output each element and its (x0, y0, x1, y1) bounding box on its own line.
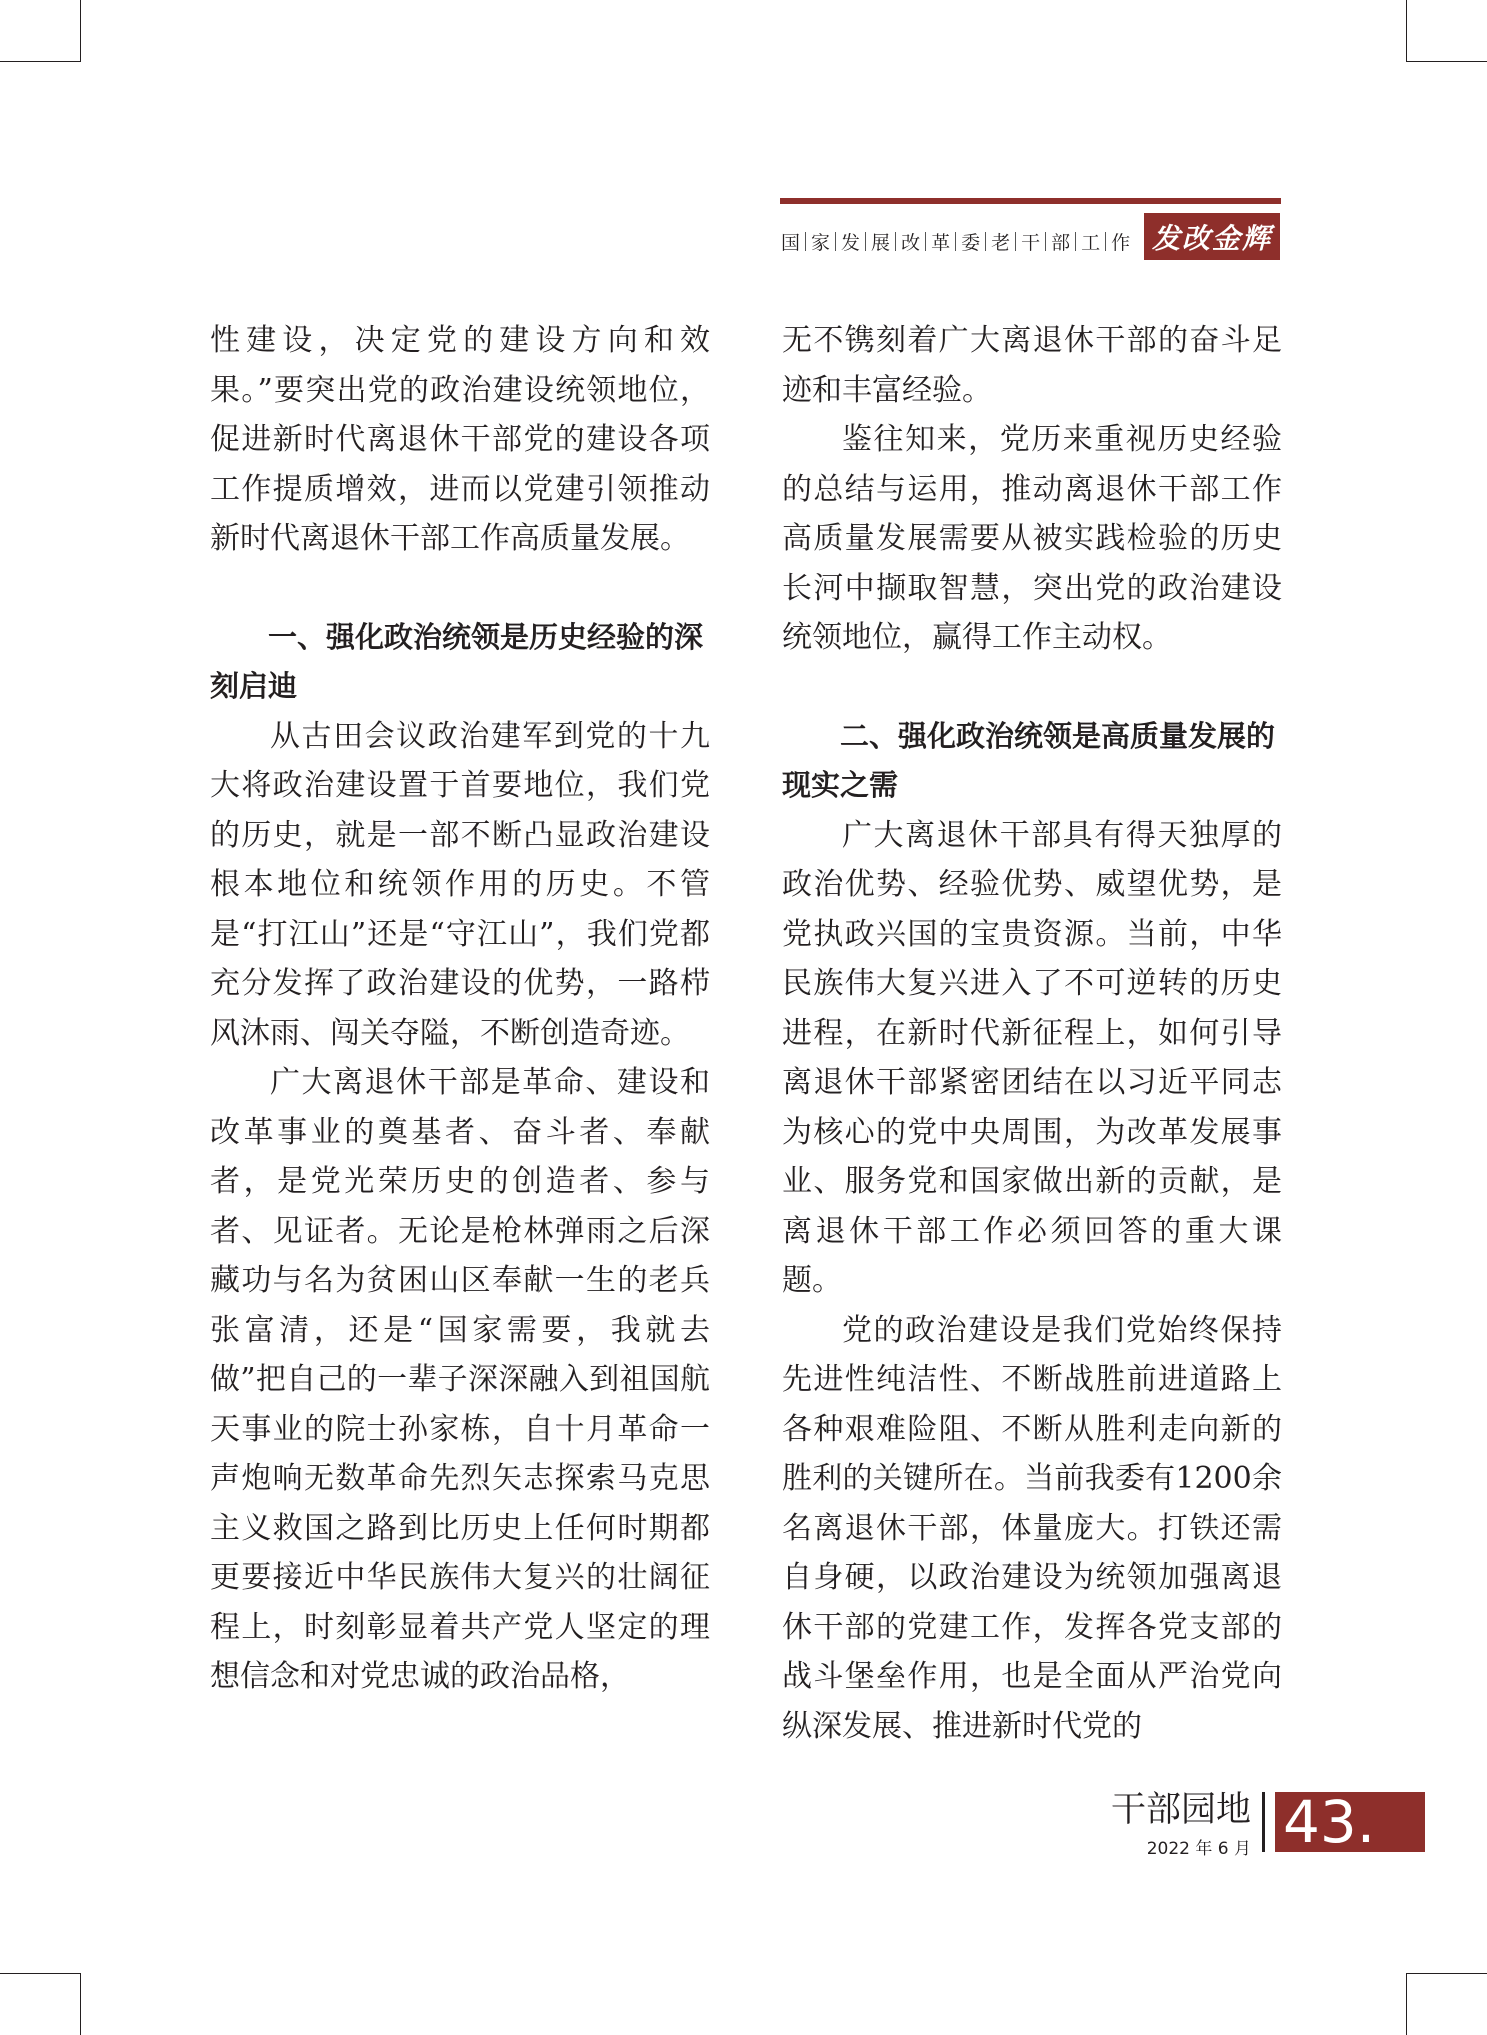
org-separator (985, 232, 986, 251)
right-column (782, 316, 1282, 1751)
org-char: 作 (1111, 232, 1131, 254)
section-heading-2: 二、强化政治统领是高质量发展的现实之需 (782, 718, 1276, 802)
left-paragraph-2: 从古田会议政治建军到党的十九大将政治建设置于首要地位，我们党的历史，就是一部不断凸显政治建设根本地位和统领作用的历史。不管是“打江山”还是“守江山”，我们党都充分发挥了政治建设的优势，一路栉风沐雨、闯关夺隘，不断创造奇迹。 (210, 718, 710, 1051)
org-char: 委 (961, 232, 981, 254)
footer-date: 2022 年 6 月 (1146, 1839, 1251, 1859)
org-char: 展 (871, 232, 891, 254)
header-rule (780, 198, 1281, 204)
left-paragraph-3: 广大离退休干部是革命、建设和改革事业的奠基者、奋斗者、奉献者，是党光荣历史的创造者、参与者、见证者。无论是枪林弹雨之后深藏功与名为贫困山区奉献一生的老兵张富清，还是“国家需要，我就去做”把自己的一辈子深深融入到祖国航天事业的院士孙家栋，自十月革命一声炮响无数革命先烈矢志探索马克思主义救国之路到比历史上任何时期都更要接近中华民族伟大复兴的壮阔征程上，时刻彰显着共产党人坚定的理想信念和对党忠诚的政治品格， (210, 1065, 710, 1694)
org-char: 家 (811, 232, 831, 254)
org-separator (955, 232, 956, 251)
org-separator (895, 232, 896, 251)
crop-mark-bottom-left-h (0, 1973, 80, 1974)
page-number: 43. (1275, 1792, 1425, 1852)
header-brand-logo: 发改金辉 (1144, 213, 1280, 260)
org-char: 发 (841, 232, 861, 254)
org-separator (835, 232, 836, 251)
right-paragraph-4: 党的政治建设是我们党始终保持先进性纯洁性、不断战胜前进道路上各种艰难险阻、不断从胜利走向新的胜利的关键所在。当前我委有1200余名离退休干部，体量庞大。打铁还需自身硬，以政治建设为统领加强离退休干部的党建工作，发挥各党支部的战斗堡垒作用，也是全面从严治党向纵深发展、推进新时代党的 (782, 1312, 1282, 1744)
crop-mark-bottom-right-h (1406, 1973, 1487, 1974)
footer-divider (1262, 1792, 1265, 1852)
org-char: 干 (1021, 232, 1041, 254)
org-char: 工 (1081, 232, 1101, 254)
crop-mark-top-right-h (1406, 61, 1487, 62)
org-separator (1045, 232, 1046, 251)
left-column (210, 316, 710, 1702)
org-separator (1105, 232, 1106, 251)
org-separator (1015, 232, 1016, 251)
org-char: 改 (901, 232, 921, 254)
org-separator (1075, 232, 1076, 251)
crop-mark-top-right-v (1406, 0, 1407, 62)
crop-mark-bottom-right-v (1406, 1973, 1407, 2035)
header-org-name (778, 228, 1133, 255)
org-separator (925, 232, 926, 251)
left-paragraph-1: 性建设，决定党的建设方向和效果。”要突出党的政治建设统领地位，促进新时代离退休干部党的建设各项工作提质增效，进而以党建引领推动新时代离退休干部工作高质量发展。 (210, 323, 710, 556)
org-char: 部 (1051, 232, 1071, 254)
org-char: 老 (991, 232, 1011, 254)
crop-mark-top-left-v (80, 0, 81, 62)
right-paragraph-1: 无不镌刻着广大离退休干部的奋斗足迹和丰富经验。 (782, 323, 1282, 408)
org-char: 革 (931, 232, 951, 254)
org-char: 国 (781, 232, 801, 254)
crop-mark-bottom-left-v (80, 1973, 81, 2035)
section-heading-1: 一、强化政治统领是历史经验的深刻启迪 (210, 619, 704, 703)
footer-section-title: 干部园地 (1110, 1790, 1251, 1830)
right-paragraph-3: 广大离退休干部具有得天独厚的政治优势、经验优势、威望优势，是党执政兴国的宝贵资源。当前，中华民族伟大复兴进入了不可逆转的历史进程，在新时代新征程上，如何引导离退休干部紧密团结在以习近平同志为核心的党中央周围，为改革发展事业、服务党和国家做出新的贡献，是离退休干部工作必须回答的重大课题。 (782, 817, 1282, 1298)
crop-mark-top-left-h (0, 61, 80, 62)
org-separator (865, 232, 866, 251)
right-paragraph-2: 鉴往知来，党历来重视历史经验的总结与运用，推动离退休干部工作高质量发展需要从被实践检验的历史长河中撷取智慧，突出党的政治建设统领地位，赢得工作主动权。 (782, 422, 1282, 655)
org-separator (805, 232, 806, 251)
